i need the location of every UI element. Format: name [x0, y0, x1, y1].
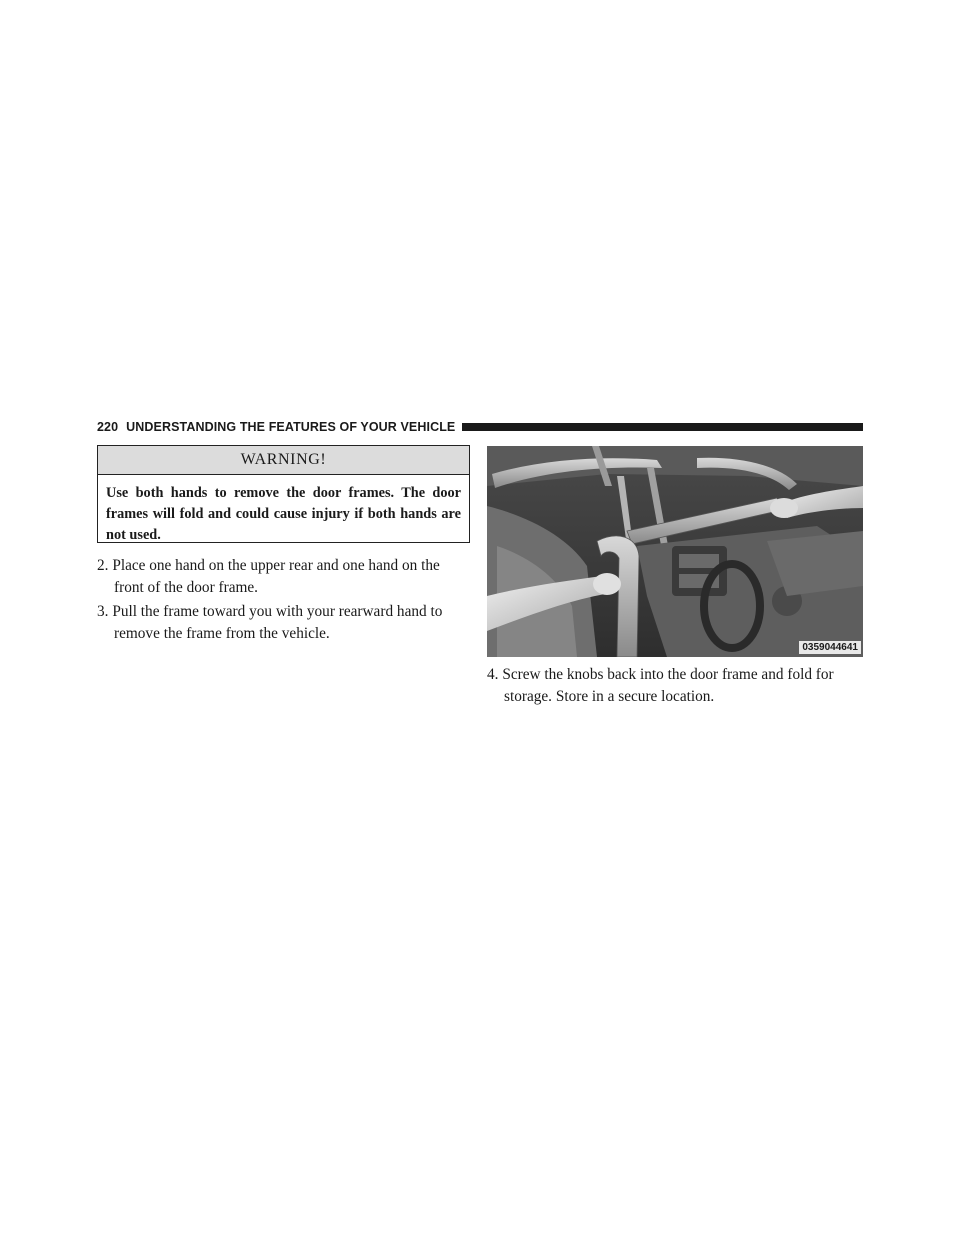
step-3 [97, 601, 472, 645]
door-frame-removal-illustration [487, 446, 863, 657]
page-number: 220 [97, 420, 119, 434]
step-text-line2: storage. Store in a secure location. [504, 688, 715, 705]
warning-title: WARNING! [98, 446, 469, 475]
warning-text: Use both hands to remove the door frames. The door frames will fold and could cause injury if both hands are not used. [106, 485, 461, 543]
step-number: 2. [97, 557, 109, 574]
illustration-graphic [487, 446, 863, 657]
warning-box [97, 445, 470, 543]
step-text-line1: Pull the frame toward you with your rearward hand to [112, 603, 443, 620]
step-text-line1: Place one hand on the upper rear and one hand on the [112, 557, 440, 574]
step-text-line1: Screw the knobs back into the door frame and fold for [502, 666, 834, 683]
page-header [97, 418, 863, 436]
step-text-line2: remove the frame from the vehicle. [114, 625, 330, 642]
step-number: 4. [487, 666, 499, 683]
step-4 [487, 664, 863, 708]
header-rule [462, 423, 863, 431]
step-text-line2: front of the door frame. [114, 579, 258, 596]
figure-code: 0359044641 [799, 641, 861, 654]
step-2 [97, 555, 472, 599]
step-number: 3. [97, 603, 109, 620]
section-title: UNDERSTANDING THE FEATURES OF YOUR VEHICLE [126, 420, 456, 434]
